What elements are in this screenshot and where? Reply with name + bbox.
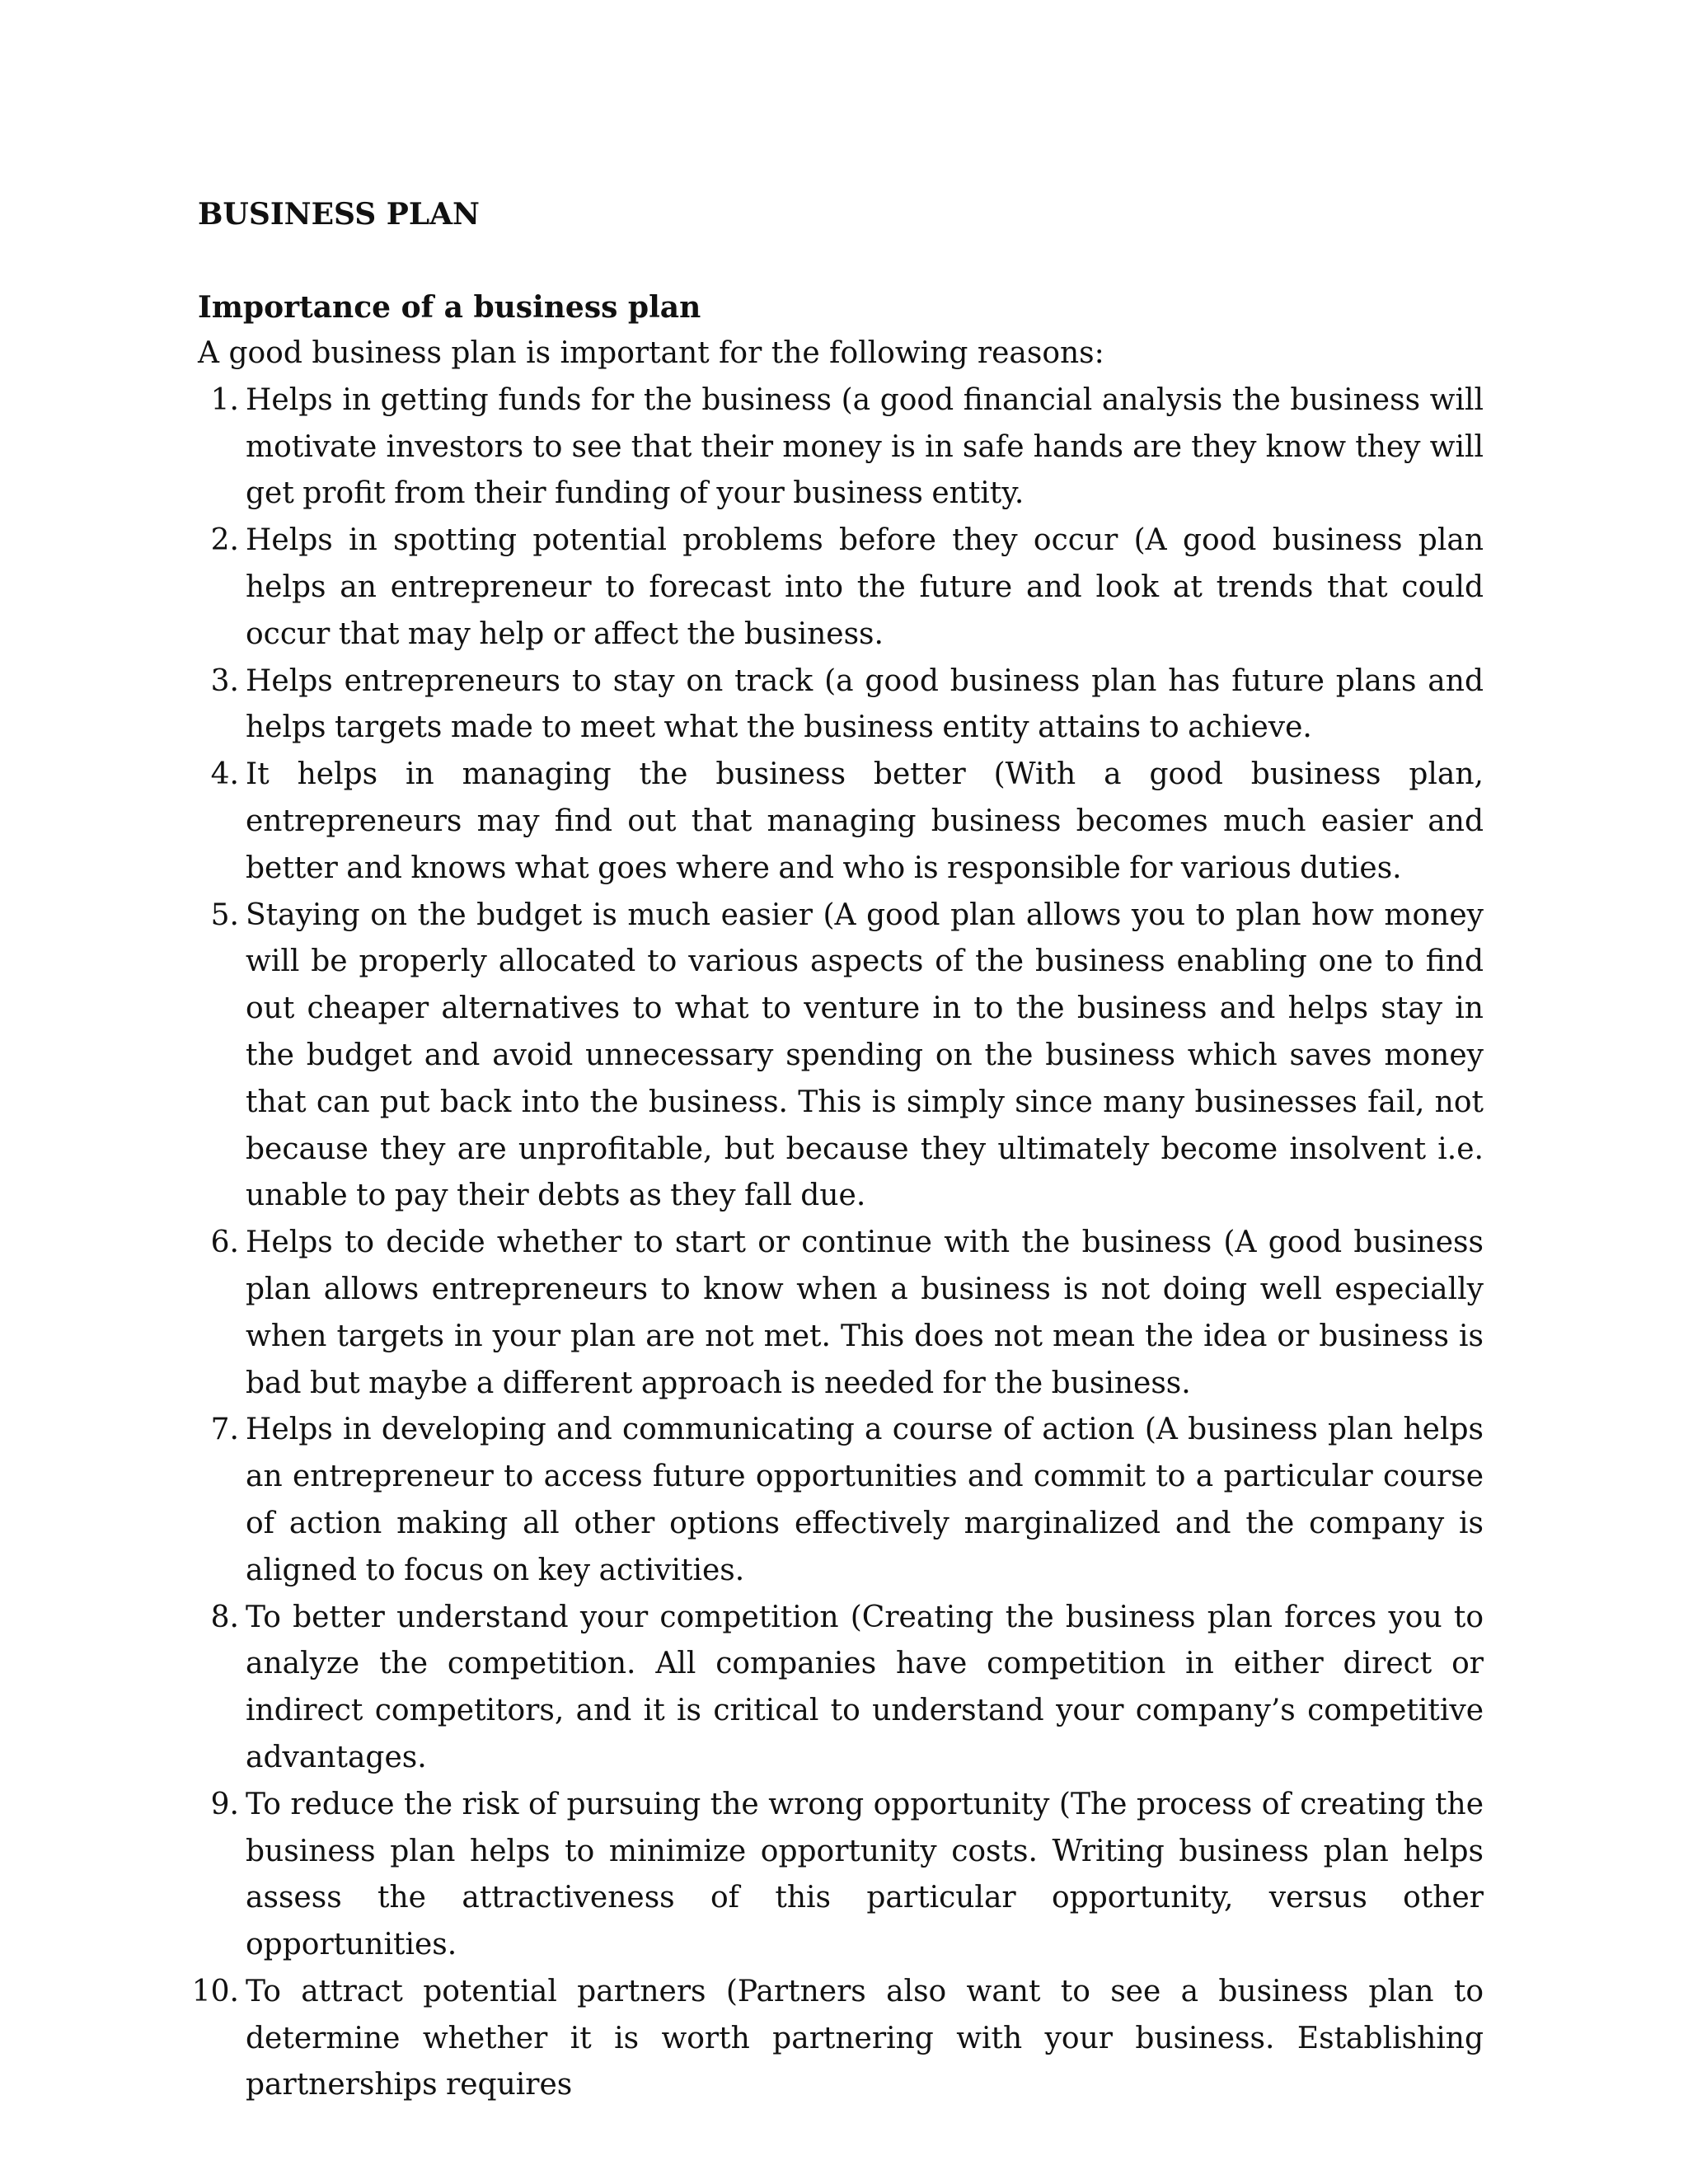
list-item xyxy=(198,377,1484,518)
document-page xyxy=(191,191,1484,2109)
list-item-text: Helps in getting funds for the business (a good financial analysis the business will motivate investors to see that their money is in safe hands are they know they will get profit from their funding of your business entity. xyxy=(246,382,1484,511)
section-heading: Importance of a business plan xyxy=(198,290,701,325)
list-item-number: 2. xyxy=(210,523,239,558)
list-item-number: 8. xyxy=(210,1600,239,1634)
list-item xyxy=(198,518,1484,658)
list-item-number: 1. xyxy=(210,382,239,417)
list-item-text: It helps in managing the business better (With a good business plan, entrepreneurs may find out that managing business becomes much easier and better and knows what goes where and who is responsible for various duties. xyxy=(246,757,1484,885)
list-item xyxy=(198,1407,1484,1594)
list-item xyxy=(198,1595,1484,1782)
list-item-number: 7. xyxy=(210,1413,239,1447)
list-item-text: To reduce the risk of pursuing the wrong opportunity (The process of creating the business plan helps to minimize opportunity costs. Writing business plan helps assess the attractiveness of this particular opportunity, versus other opportunities. xyxy=(246,1787,1484,1962)
list-item-text: To attract potential partners (Partners also want to see a business plan to determine whether it is worth partnering with your business. Establishing partnerships requires xyxy=(246,1974,1484,2102)
list-item xyxy=(198,1782,1484,1969)
list-item-number: 5. xyxy=(210,898,239,932)
list-item-number: 6. xyxy=(210,1226,239,1260)
list-item-number: 4. xyxy=(210,757,239,792)
intro-paragraph: A good business plan is important for the following reasons: xyxy=(198,336,1104,370)
list-item xyxy=(191,1969,1484,2109)
list-item-text: To better understand your competition (Creating the business plan forces you to analyze the competition. All companies have competition in either direct or indirect competitors, and it is critical to understand your company’s competitive advantages. xyxy=(246,1600,1484,1774)
list-item-number: 3. xyxy=(210,663,239,698)
list-item-text: Helps to decide whether to start or continue with the business (A good business plan allows entrepreneurs to know when a business is not doing well especially when targets in your plan are not met. This does not mean the idea or business is bad but maybe a different approach is needed for the business. xyxy=(246,1226,1484,1400)
list-item-text: Helps in developing and communicating a course of action (A business plan helps an entrepreneur to access future opportunities and commit to a particular course of action making all other options effectively marginalized and the company is aligned to focus on key activities. xyxy=(246,1413,1484,1587)
list-item xyxy=(198,1220,1484,1407)
list-item xyxy=(198,893,1484,1221)
document-title: BUSINESS PLAN xyxy=(198,197,480,232)
reasons-list xyxy=(191,377,1484,2109)
list-item-number: 9. xyxy=(210,1787,239,1821)
list-item-text: Helps entrepreneurs to stay on track (a good business plan has future plans and helps targets made to meet what the business entity attains to achieve. xyxy=(246,663,1484,745)
list-item-text: Staying on the budget is much easier (A good plan allows you to plan how money will be properly allocated to various aspects of the business enabling one to find out cheaper alternatives to what to venture in to the business and helps stay in the budget and avoid unnecessary spending on the business which saves money that can put back into the business. This is simply since many businesses fail, not because they are unprofitable, but because they ultimately become insolvent i.e. unable to pay their debts as they fall due. xyxy=(246,898,1484,1213)
list-item xyxy=(198,658,1484,752)
list-item-text: Helps in spotting potential problems before they occur (A good business plan helps an entrepreneur to forecast into the future and look at trends that could occur that may help or affect the business. xyxy=(246,523,1484,651)
list-item-number: 10. xyxy=(191,1974,239,2008)
list-item xyxy=(198,752,1484,892)
